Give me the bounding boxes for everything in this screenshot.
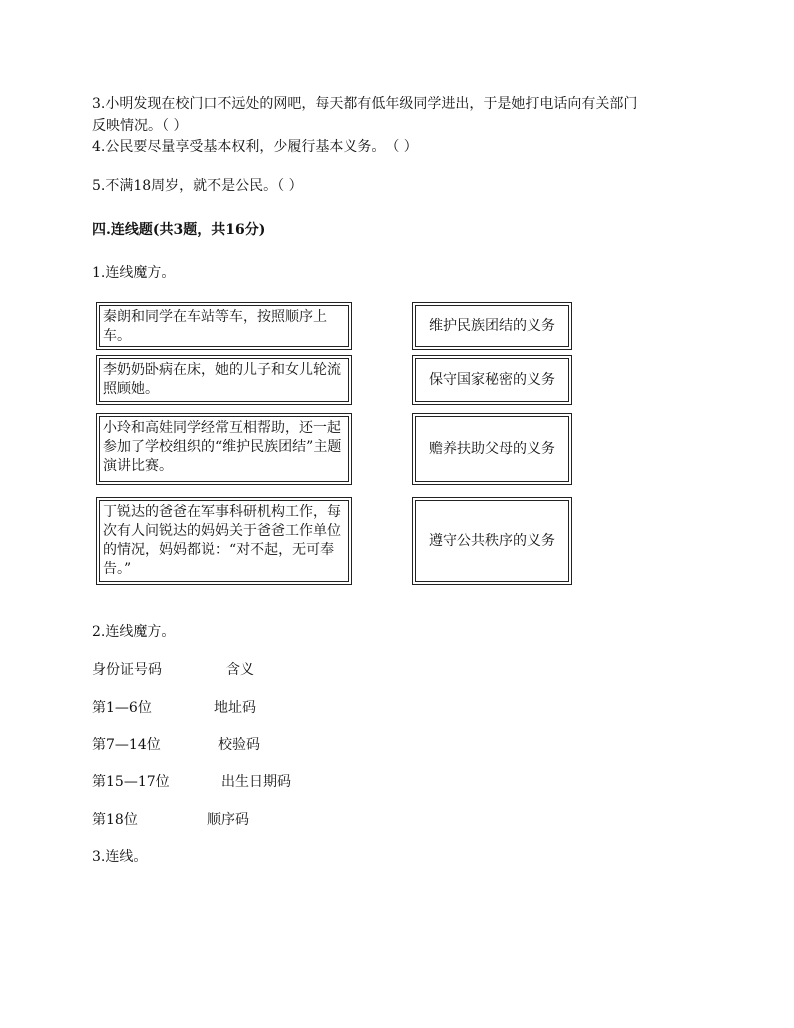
- q1-left-box-4[interactable]: [96, 497, 352, 585]
- q1-right-text-4: 遵守公共秩序的义务: [415, 500, 569, 582]
- q1-right-text-3: 赡养扶助父母的义务: [415, 416, 569, 482]
- q1-left-text-1: 秦朗和同学在车站等车，按照顺序上车。: [99, 305, 349, 347]
- q1-right-box-1[interactable]: [412, 302, 572, 350]
- q2-row-1-right[interactable]: 地址码: [214, 700, 256, 716]
- question-3: [92, 93, 637, 137]
- q2-row-2-left[interactable]: 第7—14位: [92, 737, 161, 753]
- q1-right-text-2: 保守国家秘密的义务: [415, 358, 569, 402]
- q1-left-box-2[interactable]: [96, 355, 352, 405]
- q2-title: 2.连线魔方。: [92, 624, 176, 640]
- q2-row-4-right[interactable]: 顺序码: [207, 812, 249, 828]
- q2-header-right: 含义: [226, 662, 254, 678]
- section-heading: 四.连线题(共3题，共16分): [92, 222, 266, 238]
- q1-right-box-3[interactable]: [412, 413, 572, 485]
- q2-row-1-left[interactable]: 第1—6位: [92, 700, 152, 716]
- q2-row-3-right[interactable]: 出生日期码: [221, 774, 291, 790]
- q1-left-text-3: 小玲和高娃同学经常互相帮助，还一起参加了学校组织的“维护民族团结”主题演讲比赛。: [99, 416, 349, 482]
- q2-row-2-right[interactable]: 校验码: [218, 737, 260, 753]
- q1-title: 1.连线魔方。: [92, 265, 176, 281]
- q1-right-text-1: 维护民族团结的义务: [415, 305, 569, 347]
- q2-row-3-left[interactable]: 第15—17位: [92, 774, 170, 790]
- q1-left-box-1[interactable]: [96, 302, 352, 350]
- question-3-line-2: 反映情况。（ ）: [92, 118, 188, 134]
- q3-title: 3.连线。: [92, 849, 148, 865]
- q1-left-box-3[interactable]: [96, 413, 352, 485]
- q2-header-left: 身份证号码: [92, 662, 162, 678]
- q2-row-4-left[interactable]: 第18位: [92, 812, 138, 828]
- question-3-line-1: 3.小明发现在校门口不远处的网吧，每天都有低年级同学进出，于是她打电话向有关部门: [92, 96, 638, 112]
- q1-left-text-2: 李奶奶卧病在床，她的儿子和女儿轮流照顾她。: [99, 358, 349, 402]
- q1-left-text-4: 丁锐达的爸爸在军事科研机构工作，每次有人问锐达的妈妈关于爸爸工作单位的情况，妈妈都说：“对不起，无可奉告。”: [99, 500, 349, 582]
- q1-right-box-2[interactable]: [412, 355, 572, 405]
- question-5: 5.不满18周岁，就不是公民。（ ）: [92, 178, 303, 194]
- question-4: 4.公民要尽量享受基本权利，少履行基本义务。 （ ）: [92, 139, 418, 155]
- q1-right-box-4[interactable]: [412, 497, 572, 585]
